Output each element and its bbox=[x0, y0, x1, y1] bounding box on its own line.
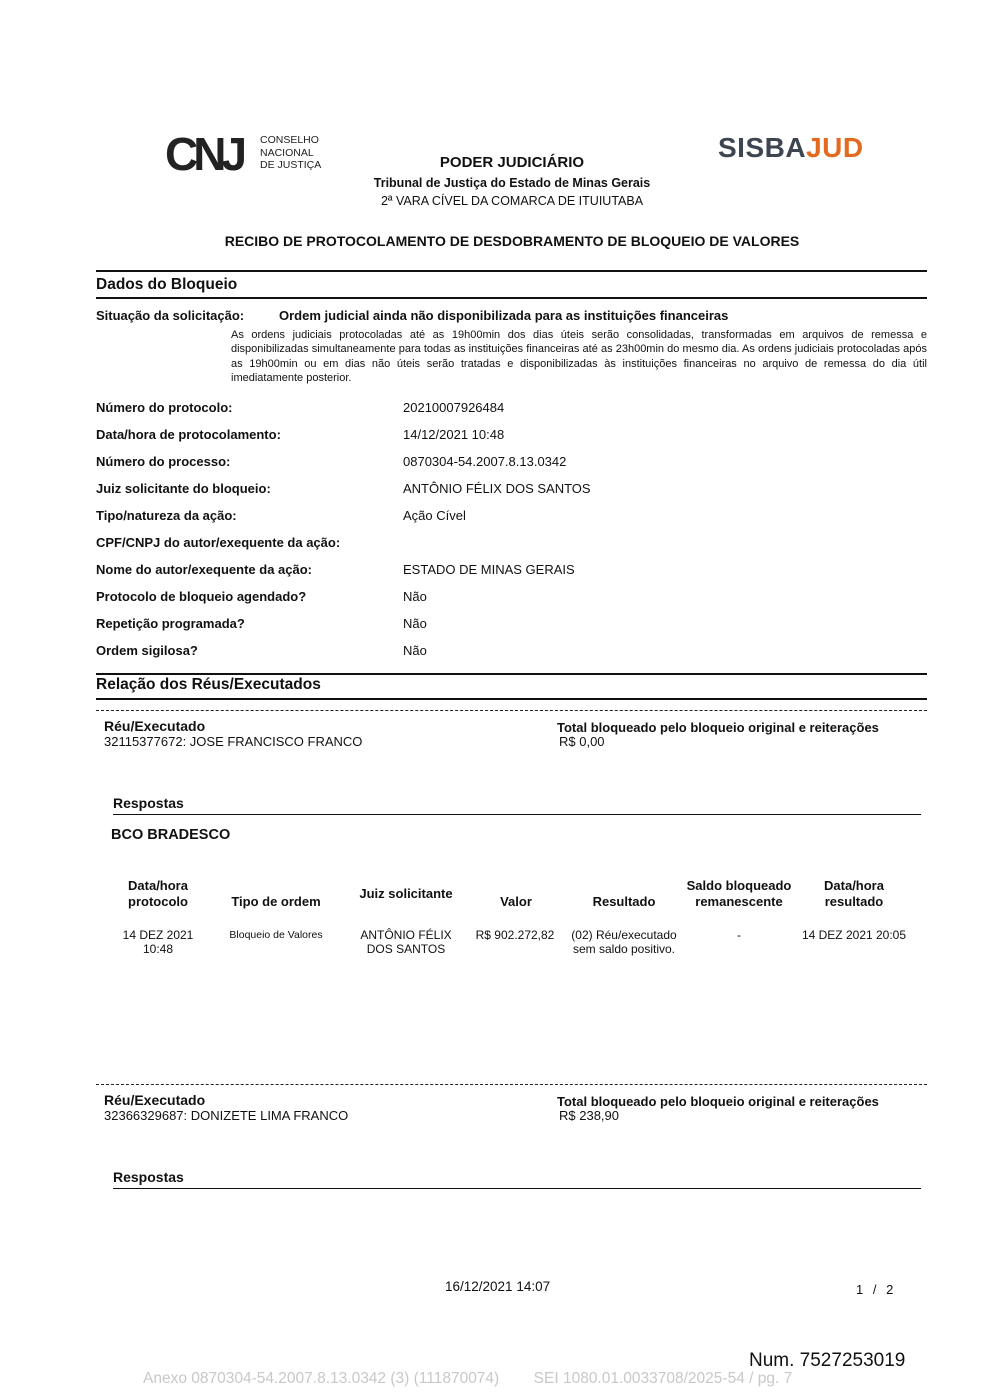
header-line: Data/hora bbox=[824, 878, 884, 893]
field-label: CPF/CNPJ do autor/exequente da ação: bbox=[96, 535, 341, 550]
dashed-separator bbox=[96, 1084, 927, 1085]
col-header-valor: Valor bbox=[500, 894, 532, 909]
cnj-logo-line: NACIONAL bbox=[260, 146, 314, 159]
reu-name: 32115377672: JOSE FRANCISCO FRANCO bbox=[104, 734, 363, 749]
col-header-protocolo bbox=[108, 878, 208, 910]
respostas-label: Respostas bbox=[113, 1169, 184, 1185]
field-label: Número do processo: bbox=[96, 454, 231, 469]
field-label: Nome do autor/exequente da ação: bbox=[96, 562, 312, 577]
header-line: resultado bbox=[824, 894, 884, 909]
document-title: RECIBO DE PROTOCOLAMENTO DE DESDOBRAMENTO DE BLOQUEIO DE VALORES bbox=[224, 233, 800, 249]
col-header-juiz: Juiz solicitante bbox=[359, 886, 453, 901]
col-header-tipo: Tipo de ordem bbox=[231, 894, 321, 909]
header-vara: 2ª VARA CÍVEL DA COMARCA DE ITUIUTABA bbox=[380, 194, 644, 208]
cell-protocolo bbox=[108, 928, 208, 956]
annex-watermark: Anexo 0870304-54.2007.8.13.0342 (3) (111870074) SEI 1080.01.0033708/2025-54 / pg. 7 bbox=[143, 1370, 793, 1387]
header-line: Saldo bloqueado bbox=[686, 878, 792, 893]
col-header-resultado: Resultado bbox=[592, 894, 656, 909]
field-value: Não bbox=[403, 643, 427, 658]
header-line: Data/hora bbox=[128, 878, 188, 893]
header-line: remanescente bbox=[695, 894, 783, 909]
field-value: Não bbox=[403, 616, 427, 631]
reu-label: Réu/Executado bbox=[104, 1092, 206, 1108]
section-heading-dados: Dados do Bloqueio bbox=[96, 276, 238, 293]
respostas-rule bbox=[113, 814, 921, 815]
col-header-saldo bbox=[680, 878, 798, 910]
section-heading-relacao: Relação dos Réus/Executados bbox=[96, 676, 321, 693]
cell-saldo: - bbox=[737, 928, 741, 942]
field-label: Repetição programada? bbox=[96, 616, 245, 631]
respostas-rule bbox=[113, 1188, 921, 1189]
dashed-separator bbox=[96, 710, 927, 711]
col-header-data-resultado bbox=[808, 878, 900, 910]
situacao-label: Situação da solicitação: bbox=[96, 308, 245, 323]
situacao-note: As ordens judiciais protocoladas até as 19h00min dos dias úteis serão consolidadas, transformadas em arquivos de remessa e disponibilizadas simultaneamente para todas as instituições financeiras até as 23h00min do mesmo dia. As ordens judiciais protocoladas após as 19h00min ou em dias não úteis serão tratadas e disponibilizadas às instituições financeiras no arquivo de remessa do dia útil imediatamente posterior. bbox=[231, 329, 927, 384]
cell-data-resultado: 14 DEZ 2021 20:05 bbox=[801, 928, 907, 942]
cell-juiz bbox=[350, 928, 462, 956]
cnj-logo-line: DE JUSTIÇA bbox=[260, 159, 322, 171]
cnj-logo-line: CONSELHO bbox=[260, 134, 319, 146]
respostas-label: Respostas bbox=[113, 795, 184, 811]
field-label: Juiz solicitante do bloqueio: bbox=[96, 481, 271, 496]
field-value: ANTÔNIO FÉLIX DOS SANTOS bbox=[403, 481, 591, 496]
field-label: Ordem sigilosa? bbox=[96, 643, 198, 658]
field-label: Protocolo de bloqueio agendado? bbox=[96, 589, 307, 604]
footer-datetime: 16/12/2021 14:07 bbox=[445, 1279, 551, 1294]
cell-tipo: Bloqueio de Valores bbox=[229, 929, 323, 941]
page-indicator: 1 / 2 bbox=[856, 1282, 897, 1297]
situacao-value: Ordem judicial ainda não disponibilizada para as instituições financeiras bbox=[279, 308, 729, 323]
section-rule bbox=[96, 698, 927, 700]
header-tribunal: Tribunal de Justiça do Estado de Minas Gerais bbox=[373, 176, 651, 190]
field-value: Não bbox=[403, 589, 427, 604]
cell-line: DOS SANTOS bbox=[366, 942, 446, 956]
header-line: protocolo bbox=[128, 894, 188, 909]
section-rule bbox=[96, 270, 927, 272]
cell-line: 14 DEZ 2021 bbox=[122, 928, 194, 942]
reu-name: 32366329687: DONIZETE LIMA FRANCO bbox=[104, 1108, 349, 1123]
field-value: Ação Cível bbox=[403, 508, 466, 523]
cell-resultado bbox=[566, 928, 682, 956]
field-label: Número do protocolo: bbox=[96, 400, 233, 415]
total-label: Total bloqueado pelo bloqueio original e reiterações bbox=[557, 1094, 879, 1109]
bank-name: BCO BRADESCO bbox=[111, 827, 231, 843]
section-rule bbox=[96, 673, 927, 675]
cell-line: (02) Réu/executado bbox=[571, 928, 677, 942]
total-value: R$ 238,90 bbox=[559, 1108, 619, 1123]
cell-line: 10:48 bbox=[142, 942, 174, 956]
sisbajud-logo-part1: SISBA bbox=[718, 132, 807, 163]
cell-line: sem saldo positivo. bbox=[572, 942, 676, 956]
header-title: PODER JUDICIÁRIO bbox=[439, 154, 585, 171]
total-value: R$ 0,00 bbox=[559, 734, 605, 749]
reu-label: Réu/Executado bbox=[104, 718, 206, 734]
sisbajud-logo-part2: JUD bbox=[806, 132, 864, 163]
section-rule bbox=[96, 297, 927, 299]
cnj-logo-mark: CNJ bbox=[165, 128, 243, 180]
total-label: Total bloqueado pelo bloqueio original e reiterações bbox=[557, 720, 879, 735]
field-label: Tipo/natureza da ação: bbox=[96, 508, 237, 523]
cell-line: ANTÔNIO FÉLIX bbox=[360, 928, 452, 942]
field-label: Data/hora de protocolamento: bbox=[96, 427, 281, 442]
field-value: ESTADO DE MINAS GERAIS bbox=[403, 562, 575, 577]
field-value: 0870304-54.2007.8.13.0342 bbox=[403, 454, 567, 469]
field-value: 14/12/2021 10:48 bbox=[403, 427, 505, 442]
document-number: Num. 7527253019 bbox=[749, 1350, 906, 1371]
cell-valor: R$ 902.272,82 bbox=[475, 928, 555, 942]
field-value: 20210007926484 bbox=[403, 400, 505, 415]
